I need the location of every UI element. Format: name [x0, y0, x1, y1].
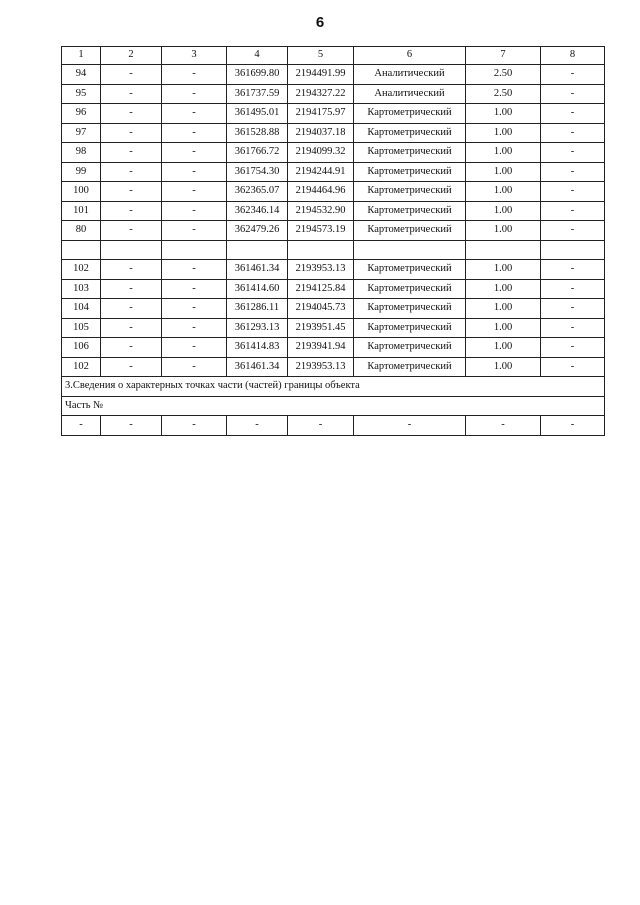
- table-cell: -: [541, 201, 605, 221]
- table-row: [62, 279, 605, 299]
- table-cell: -: [466, 416, 541, 436]
- table-cell: -: [101, 65, 162, 85]
- table-cell: 1.00: [466, 260, 541, 280]
- table-cell: Картометрический: [354, 182, 466, 202]
- section-title-row: [62, 377, 605, 397]
- table-cell: 361414.83: [227, 338, 288, 358]
- table-cell: 105: [62, 318, 101, 338]
- table-cell: -: [162, 143, 227, 163]
- table-cell: 1.00: [466, 182, 541, 202]
- table-cell: 94: [62, 65, 101, 85]
- table-cell: 97: [62, 123, 101, 143]
- table-cell: -: [101, 182, 162, 202]
- table-cell: -: [162, 104, 227, 124]
- table-cell: 2.50: [466, 65, 541, 85]
- table-cell: 1.00: [466, 143, 541, 163]
- table-row: [62, 221, 605, 241]
- table-cell: Аналитический: [354, 84, 466, 104]
- table-cell: -: [541, 65, 605, 85]
- column-header: 6: [354, 47, 466, 65]
- table-cell: -: [101, 299, 162, 319]
- table-cell: -: [162, 65, 227, 85]
- table-row: [62, 318, 605, 338]
- table-cell: -: [101, 318, 162, 338]
- table-cell: 2194175.97: [288, 104, 354, 124]
- table-cell: -: [162, 299, 227, 319]
- table-cell: -: [101, 201, 162, 221]
- table-cell: -: [101, 221, 162, 241]
- table-cell: 361737.59: [227, 84, 288, 104]
- table-cell: -: [101, 260, 162, 280]
- table-cell: 361293.13: [227, 318, 288, 338]
- column-header: 4: [227, 47, 288, 65]
- table-cell: 361461.34: [227, 357, 288, 377]
- table-cell: -: [288, 416, 354, 436]
- part-label-row: [62, 396, 605, 416]
- table-cell: -: [162, 318, 227, 338]
- table-row: [62, 104, 605, 124]
- table-cell: 1.00: [466, 123, 541, 143]
- table-cell: -: [162, 357, 227, 377]
- table-cell: 361286.11: [227, 299, 288, 319]
- table-cell: 2194464.96: [288, 182, 354, 202]
- table-cell: [162, 240, 227, 260]
- table-cell: 362479.26: [227, 221, 288, 241]
- table-cell: -: [101, 123, 162, 143]
- table-cell: 361461.34: [227, 260, 288, 280]
- table-cell: -: [541, 84, 605, 104]
- table-cell: [62, 240, 101, 260]
- table-cell: Аналитический: [354, 65, 466, 85]
- table-cell: -: [162, 162, 227, 182]
- table-cell: 102: [62, 260, 101, 280]
- table-cell: 98: [62, 143, 101, 163]
- table-cell: 2194125.84: [288, 279, 354, 299]
- table-cell: -: [541, 318, 605, 338]
- table-cell: 361699.80: [227, 65, 288, 85]
- table-cell: [466, 240, 541, 260]
- table-row: [62, 162, 605, 182]
- table-cell: 2194573.19: [288, 221, 354, 241]
- table-cell: 2194532.90: [288, 201, 354, 221]
- table-cell: Картометрический: [354, 162, 466, 182]
- table-cell: Картометрический: [354, 201, 466, 221]
- table-cell: -: [101, 162, 162, 182]
- table-cell: 361766.72: [227, 143, 288, 163]
- header-row: [62, 47, 605, 65]
- table-cell: Картометрический: [354, 357, 466, 377]
- table-cell: 2193951.45: [288, 318, 354, 338]
- table-cell: -: [541, 279, 605, 299]
- table-cell: -: [541, 357, 605, 377]
- table-cell: 361528.88: [227, 123, 288, 143]
- table-cell: -: [541, 416, 605, 436]
- table-cell: 1.00: [466, 279, 541, 299]
- table-cell: -: [101, 416, 162, 436]
- table-cell: -: [541, 143, 605, 163]
- table-cell: Картометрический: [354, 143, 466, 163]
- table-cell: Картометрический: [354, 260, 466, 280]
- table-cell: Картометрический: [354, 221, 466, 241]
- table-cell: 2194099.32: [288, 143, 354, 163]
- table-cell: Картометрический: [354, 279, 466, 299]
- table-cell: 1.00: [466, 357, 541, 377]
- table-cell: 2.50: [466, 84, 541, 104]
- table-cell: -: [101, 143, 162, 163]
- table-row: [62, 299, 605, 319]
- table-cell: -: [162, 338, 227, 358]
- table-cell: 104: [62, 299, 101, 319]
- table-cell: -: [541, 260, 605, 280]
- table-cell: 2194491.99: [288, 65, 354, 85]
- table-cell: -: [541, 104, 605, 124]
- table-cell: -: [541, 221, 605, 241]
- empty-row: [62, 240, 605, 260]
- table-cell: 99: [62, 162, 101, 182]
- table-cell: [541, 240, 605, 260]
- table-cell: -: [541, 299, 605, 319]
- coordinates-table: [61, 46, 605, 436]
- column-header: 1: [62, 47, 101, 65]
- table-cell: -: [162, 201, 227, 221]
- table-row: [62, 357, 605, 377]
- table-row: [62, 182, 605, 202]
- table-cell: 95: [62, 84, 101, 104]
- column-header: 2: [101, 47, 162, 65]
- table-cell: 361495.01: [227, 104, 288, 124]
- table-cell: 1.00: [466, 104, 541, 124]
- table-cell: 1.00: [466, 318, 541, 338]
- table-cell: [354, 240, 466, 260]
- column-header: 7: [466, 47, 541, 65]
- table-cell: 1.00: [466, 338, 541, 358]
- part-label-row-cell: Часть №: [62, 396, 605, 416]
- column-header: 5: [288, 47, 354, 65]
- table-cell: 2193953.13: [288, 260, 354, 280]
- section-title-row-cell: 3.Сведения о характерных точках части (частей) границы объекта: [62, 377, 605, 397]
- table-row: [62, 201, 605, 221]
- table-cell: Картометрический: [354, 318, 466, 338]
- table-cell: 101: [62, 201, 101, 221]
- table-cell: -: [162, 123, 227, 143]
- table-cell: 361754.30: [227, 162, 288, 182]
- column-header: 8: [541, 47, 605, 65]
- table-cell: Картометрический: [354, 123, 466, 143]
- table-cell: 2194037.18: [288, 123, 354, 143]
- table-cell: 80: [62, 221, 101, 241]
- table-cell: Картометрический: [354, 338, 466, 358]
- table-row: [62, 260, 605, 280]
- table-cell: -: [541, 123, 605, 143]
- table-cell: -: [101, 104, 162, 124]
- table-cell: 2193953.13: [288, 357, 354, 377]
- table-cell: 102: [62, 357, 101, 377]
- page-number: 6: [315, 14, 325, 31]
- table-cell: 362365.07: [227, 182, 288, 202]
- dash-row: [62, 416, 605, 436]
- table-cell: 103: [62, 279, 101, 299]
- table-cell: 2194327.22: [288, 84, 354, 104]
- table-cell: Картометрический: [354, 104, 466, 124]
- table-cell: 1.00: [466, 201, 541, 221]
- table-cell: -: [162, 260, 227, 280]
- table-cell: 100: [62, 182, 101, 202]
- table-cell: -: [101, 279, 162, 299]
- table-cell: 2194244.91: [288, 162, 354, 182]
- table-cell: -: [162, 182, 227, 202]
- table-cell: -: [541, 162, 605, 182]
- table-cell: 106: [62, 338, 101, 358]
- table-cell: Картометрический: [354, 299, 466, 319]
- column-header: 3: [162, 47, 227, 65]
- table-cell: 2194045.73: [288, 299, 354, 319]
- table-cell: 362346.14: [227, 201, 288, 221]
- table-cell: 2193941.94: [288, 338, 354, 358]
- table-row: [62, 84, 605, 104]
- table-cell: -: [101, 84, 162, 104]
- table-cell: -: [101, 338, 162, 358]
- table-cell: -: [162, 84, 227, 104]
- table-cell: -: [541, 338, 605, 358]
- table-row: [62, 338, 605, 358]
- table-cell: -: [162, 279, 227, 299]
- table-row: [62, 65, 605, 85]
- table-cell: -: [227, 416, 288, 436]
- table-cell: [227, 240, 288, 260]
- table-row: [62, 123, 605, 143]
- table-cell: 1.00: [466, 221, 541, 241]
- table-cell: 361414.60: [227, 279, 288, 299]
- table-cell: 1.00: [466, 162, 541, 182]
- table-cell: 1.00: [466, 299, 541, 319]
- table-cell: -: [541, 182, 605, 202]
- table-cell: [288, 240, 354, 260]
- table-cell: -: [162, 416, 227, 436]
- table-cell: -: [101, 357, 162, 377]
- table-cell: -: [354, 416, 466, 436]
- table-row: [62, 143, 605, 163]
- table-cell: 96: [62, 104, 101, 124]
- table-cell: -: [62, 416, 101, 436]
- table-cell: -: [162, 221, 227, 241]
- table-body: [62, 47, 605, 436]
- table-cell: [101, 240, 162, 260]
